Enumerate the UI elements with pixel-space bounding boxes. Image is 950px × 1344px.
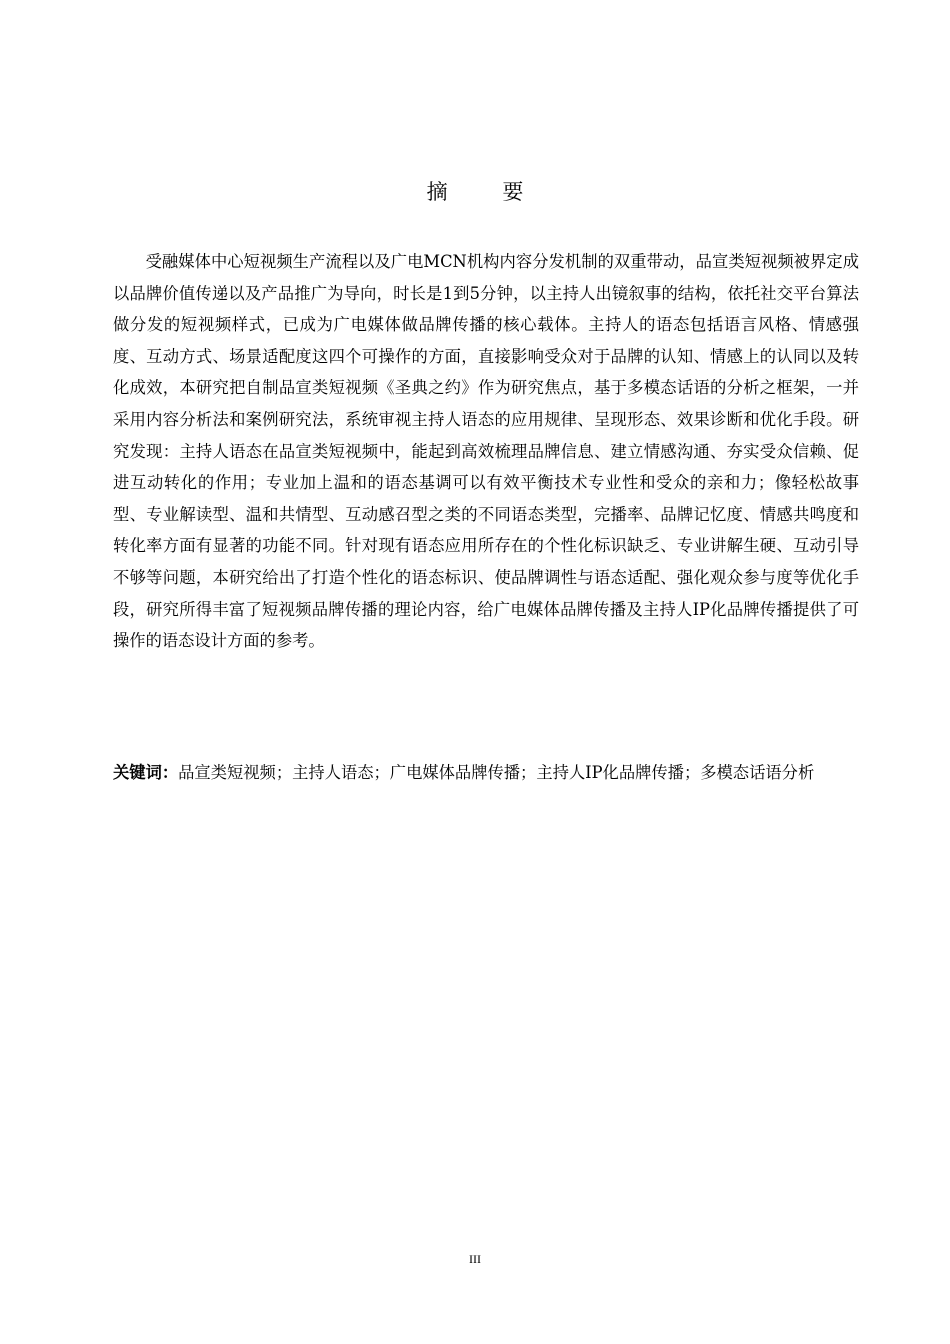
- abstract-title: 摘 要: [426, 180, 548, 204]
- page-number: III: [469, 1252, 481, 1266]
- keywords-text: 品宣类短视频；主持人语态；广电媒体品牌传播；主持人IP化品牌传播；多模态话语分析: [178, 763, 815, 782]
- abstract-body: 受融媒体中心短视频生产流程以及广电MCN机构内容分发机制的双重带动，品宣类短视频被界定成以品牌价值传递以及产品推广为导向，时长是1到5分钟，以主持人出镜叙事的结构，依托社交平台算法做分发的短视频样式，已成为广电媒体做品牌传播的核心载体。主持人的语态包括语言风格、情感强度、互动方式、场景适配度这四个可操作的方面，直接影响受众对于品牌的认知、情感上的认同以及转化成效，本研究把自制品宣类短视频《圣典之约》作为研究焦点，基于多模态话语的分析之框架，一并采用内容分析法和案例研究法，系统审视主持人语态的应用规律、呈现形态、效果诊断和优化手段。研究发现：主持人语态在品宣类短视频中，能起到高效梳理品牌信息、建立情感沟通、夯实受众信赖、促进互动转化的作用；专业加上温和的语态基调可以有效平衡技术专业性和受众的亲和力；像轻松故事型、专业解读型、温和共情型、互动感召型之类的不同语态类型，完播率、品牌记忆度、情感共鸣度和转化率方面有显著的功能不同。针对现有语态应用所存在的个性化标识缺乏、专业讲解生硬、互动引导不够等问题，本研究给出了打造个性化的语态标识、使品牌调性与语态适配、强化观众参与度等优化手段，研究所得丰富了短视频品牌传播的理论内容，给广电媒体品牌传播及主持人IP化品牌传播提供了可操作的语态设计方面的参考。: [113, 252, 859, 651]
- keywords-paragraph: [113, 758, 859, 788]
- keywords-label: 关键词：: [113, 763, 179, 782]
